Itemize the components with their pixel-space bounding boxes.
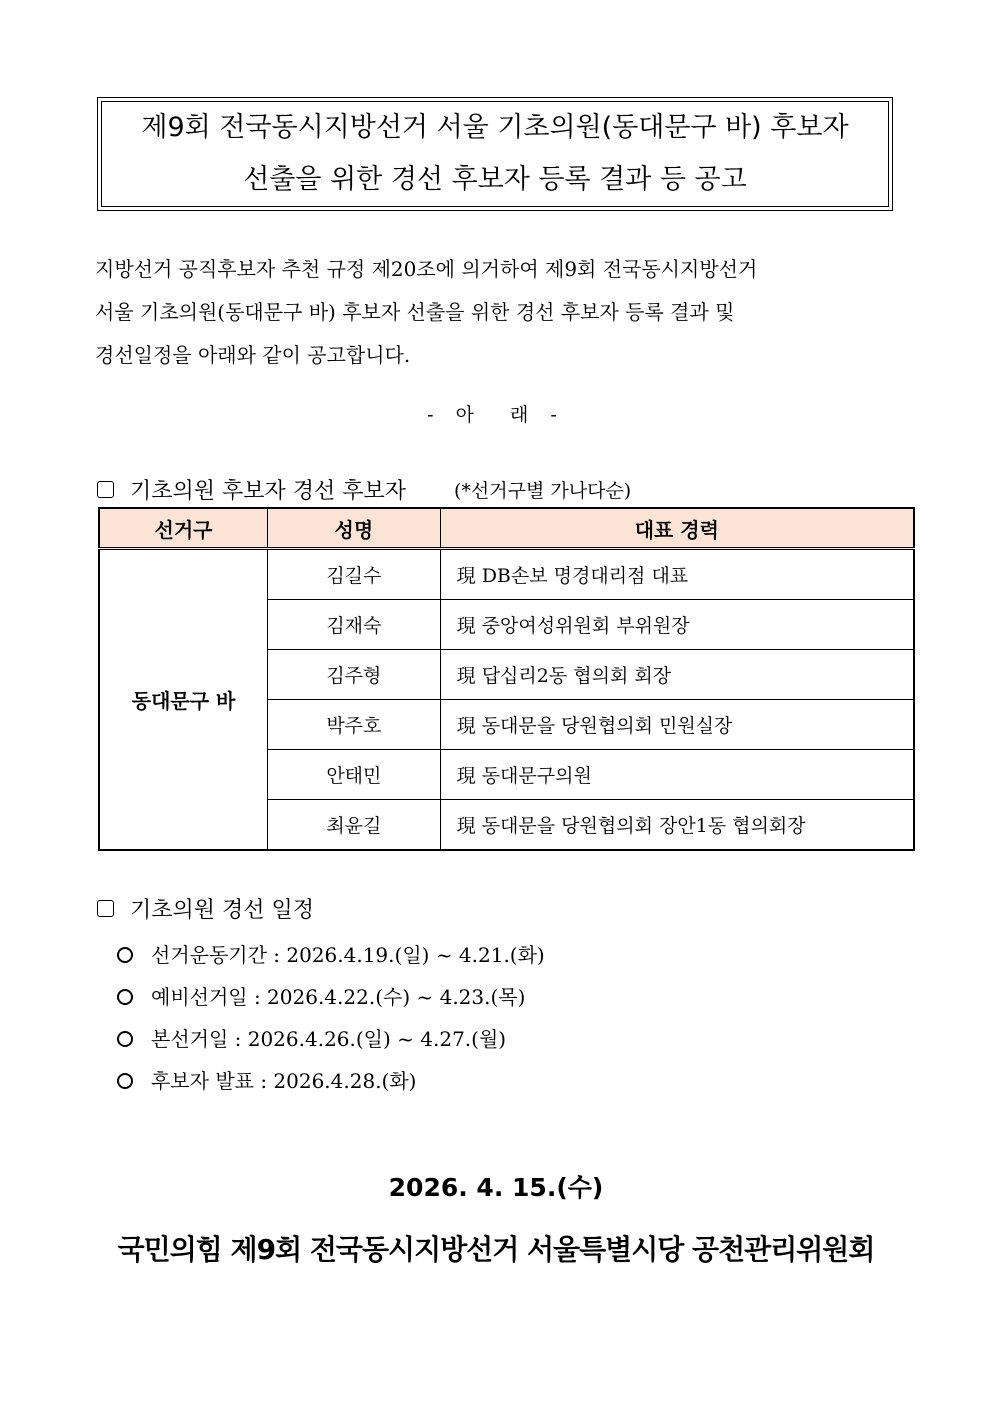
schedule-list [117,934,545,1102]
candidate-name: 박주호 [268,700,441,750]
below-label: - 아 래 - [427,404,565,426]
title-line-2: 선출을 위한 경선 후보자 등록 결과 등 공고 [243,164,747,195]
title-inner [101,101,889,207]
candidate-career: 現 중앙여성위원회 부위원장 [440,600,914,650]
circle-bullet-icon [117,1031,133,1047]
schedule-section-heading [97,893,314,924]
candidate-career: 現 답십리2동 협의회 회장 [440,650,914,700]
candidates-section-heading [97,474,631,505]
candidate-career: 現 동대문을 당원협의회 장안1동 협의회장 [440,800,914,851]
candidate-name: 김재숙 [268,600,441,650]
candidate-name: 최윤길 [268,800,441,851]
list-item [117,1018,545,1060]
schedule-heading-text: 기초의원 경선 일정 [130,898,315,923]
col-header-district: 선거구 [99,508,268,549]
candidates-sort-note: (*선거구별 가나다순) [454,480,632,502]
candidates-heading-text: 기초의원 후보자 경선 후보자 [130,479,407,504]
candidate-career: 現 동대문을 당원협의회 민원실장 [440,700,914,750]
issuing-organization: 국민의힘 제9회 전국동시지방선거 서울특별시당 공천관리위원회 [117,1233,875,1266]
circle-bullet-icon [117,947,133,963]
col-header-name: 성명 [268,508,441,549]
col-header-career: 대표 경력 [440,508,914,549]
intro-paragraph [95,248,895,377]
intro-line-3: 경선일정을 아래와 같이 공고합니다. [95,343,411,367]
district-cell: 동대문구 바 [99,549,268,851]
candidate-name: 김주형 [268,650,441,700]
checkbox-icon [97,481,114,498]
candidates-table [98,507,915,851]
list-item [117,934,545,976]
schedule-item-text: 본선거일 : 2026.4.26.(일) ~ 4.27.(월) [151,1027,507,1051]
candidate-name: 안태민 [268,750,441,800]
candidate-career: 現 DB손보 명경대리점 대표 [440,549,914,600]
schedule-item-text: 선거운동기간 : 2026.4.19.(일) ~ 4.21.(화) [151,943,545,967]
candidate-name: 김길수 [268,549,441,600]
candidate-career: 現 동대문구의원 [440,750,914,800]
list-item [117,1060,545,1102]
table-row [99,549,914,600]
checkbox-icon [97,900,114,917]
schedule-item-text: 예비선거일 : 2026.4.22.(수) ~ 4.23.(목) [151,985,526,1009]
intro-line-1: 지방선거 공직후보자 추천 규정 제20조에 의거하여 제9회 전국동시지방선거 [95,257,758,281]
schedule-item-text: 후보자 발표 : 2026.4.28.(화) [151,1069,417,1093]
table-header-row [99,508,914,549]
circle-bullet-icon [117,1073,133,1089]
title-line-1: 제9회 전국동시지방선거 서울 기초의원(동대문구 바) 후보자 [141,112,849,143]
circle-bullet-icon [117,989,133,1005]
title-box [97,97,893,211]
intro-line-2: 서울 기초의원(동대문구 바) 후보자 선출을 위한 경선 후보자 등록 결과 및 [95,300,735,324]
list-item [117,976,545,1018]
announcement-date: 2026. 4. 15.(수) [388,1173,604,1202]
